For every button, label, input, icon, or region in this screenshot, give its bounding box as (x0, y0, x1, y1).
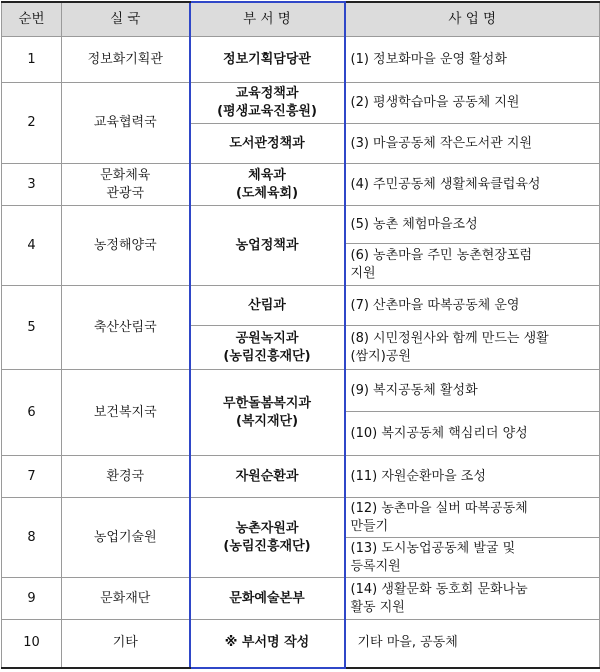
row-project: (3) 마을공동체 작은도서관 지원 (345, 124, 600, 164)
business-table (1, 1, 600, 669)
row-project: (11) 자원순환마을 조성 (345, 456, 600, 498)
row-project: (5) 농촌 체험마을조성 (345, 206, 600, 244)
row-office: 문화체육 관광국 (62, 164, 190, 206)
row-office: 문화재단 (62, 578, 190, 620)
row-dept: 체육과 (도체육회) (190, 164, 345, 206)
row-number: 10 (2, 620, 62, 668)
row-dept: 도서관정책과 (190, 124, 345, 164)
row-project: (10) 복지공동체 핵심리더 양성 (345, 412, 600, 456)
row-office: 농정해양국 (62, 206, 190, 286)
row-number: 2 (2, 83, 62, 164)
table-row (2, 456, 600, 498)
row-project: 기타 마을, 공동체 (345, 620, 600, 668)
row-number: 8 (2, 498, 62, 578)
row-project: (6) 농촌마을 주민 농촌현장포럼 지원 (345, 244, 600, 286)
table-row (2, 620, 600, 668)
row-office: 정보화기획관 (62, 37, 190, 83)
row-dept: 교육정책과 (평생교육진흥원) (190, 83, 345, 124)
row-dept: 정보기획담당관 (190, 37, 345, 83)
row-dept: 자원순환과 (190, 456, 345, 498)
row-project: (7) 산촌마을 따복공동체 운영 (345, 286, 600, 326)
row-project: (12) 농촌마을 실버 따복공동체 만들기 (345, 498, 600, 538)
table-row (2, 164, 600, 206)
row-office: 보건복지국 (62, 370, 190, 456)
row-office: 교육협력국 (62, 83, 190, 164)
row-project: (14) 생활문화 동호회 문화나눔 활동 지원 (345, 578, 600, 620)
table-row (2, 206, 600, 244)
row-number: 6 (2, 370, 62, 456)
table-row (2, 286, 600, 326)
row-dept: 농촌자원과 (농림진흥재단) (190, 498, 345, 578)
row-number: 5 (2, 286, 62, 370)
row-dept: 산림과 (190, 286, 345, 326)
row-office: 축산산림국 (62, 286, 190, 370)
header-no: 순번 (2, 2, 62, 37)
table-row (2, 83, 600, 124)
row-number: 1 (2, 37, 62, 83)
row-project: (13) 도시농업공동체 발굴 및 등록지원 (345, 538, 600, 578)
row-office: 기타 (62, 620, 190, 668)
table-row (2, 37, 600, 83)
row-number: 3 (2, 164, 62, 206)
row-project: (9) 복지공동체 활성화 (345, 370, 600, 412)
row-dept: ※ 부서명 작성 (190, 620, 345, 668)
row-dept: 문화예술본부 (190, 578, 345, 620)
header-row (2, 2, 600, 37)
row-dept: 공원녹지과 (농림진흥재단) (190, 326, 345, 370)
row-project: (8) 시민정원사와 함께 만드는 생활 (쌈지)공원 (345, 326, 600, 370)
row-dept: 농업정책과 (190, 206, 345, 286)
row-number: 9 (2, 578, 62, 620)
row-office: 농업기술원 (62, 498, 190, 578)
table-row (2, 498, 600, 538)
header-project: 사 업 명 (345, 2, 600, 37)
table-row (2, 370, 600, 412)
row-dept: 무한돌봄복지과 (복지재단) (190, 370, 345, 456)
row-number: 4 (2, 206, 62, 286)
row-project: (4) 주민공동체 생활체육클럽육성 (345, 164, 600, 206)
row-project: (2) 평생학습마을 공동체 지원 (345, 83, 600, 124)
row-office: 환경국 (62, 456, 190, 498)
header-office: 실 국 (62, 2, 190, 37)
table-row (2, 578, 600, 620)
row-project: (1) 정보화마을 운영 활성화 (345, 37, 600, 83)
header-dept: 부 서 명 (190, 2, 345, 37)
row-number: 7 (2, 456, 62, 498)
